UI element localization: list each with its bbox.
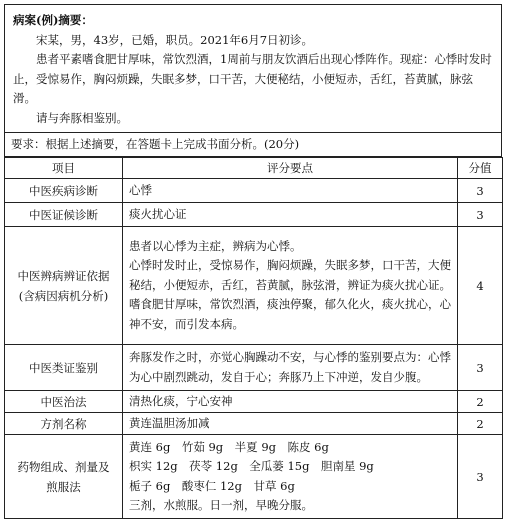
- case-summary: [4, 4, 502, 132]
- row-score: 4: [458, 227, 503, 345]
- row-points: 心悸: [123, 179, 458, 203]
- row-score: 3: [458, 179, 503, 203]
- requirement: 要求：根据上述摘要，在答题卡上完成书面分析。(20分): [4, 132, 502, 157]
- row-points: 患者以心悸为主症，辨病为心悸。 心悸时发时止，受惊易作，胸闷烦躁，失眠多梦，口干苦，大便秘结，小便短赤，舌红，苔黄腻，脉弦滑，辨证为痰火扰心证。 嗜食肥甘厚味，常饮烈酒，痰浊停聚，郁久化火，痰火扰心，心神不安，而引发本病。: [123, 227, 458, 345]
- header-item: 项目: [5, 158, 123, 179]
- table-row: [5, 413, 503, 435]
- row-points: 奔豚发作之时，亦觉心胸躁动不安，与心悸的鉴别要点为：心悸为心中剧烈跳动，发自于心；奔豚乃上下冲逆，发自少腹。: [123, 345, 458, 391]
- exam-page: [4, 4, 502, 519]
- row-points: 黄连温胆汤加减: [123, 413, 458, 435]
- row-score: 3: [458, 203, 503, 227]
- row-points: 黄连 6g 竹茹 9g 半夏 9g 陈皮 6g 枳实 12g 茯苓 12g 全瓜蒌 15g 胆南星 9g 栀子 6g 酸枣仁 12g 甘草 6g 三剂，水煎服。日一剂，早晚分服。: [123, 435, 458, 519]
- case-title: 病案(例)摘要：: [13, 13, 93, 27]
- row-points: 痰火扰心证: [123, 203, 458, 227]
- row-points: 清热化痰，宁心安神: [123, 391, 458, 413]
- case-line-symptoms: 患者平素嗜食肥甘厚味，常饮烈酒，1周前与朋友饮酒后出现心悸阵作。现症：心悸时发时止，受惊易作，胸闷烦躁，失眠多梦，口干苦，大便秘结，小便短赤，舌红，苔黄腻，脉弦滑。: [13, 52, 492, 105]
- row-item: 中医类证鉴别: [5, 345, 123, 391]
- table-row: [5, 345, 503, 391]
- row-score: 3: [458, 435, 503, 519]
- scoring-table: [4, 157, 503, 519]
- row-item: 中医疾病诊断: [5, 179, 123, 203]
- row-item: 方剂名称: [5, 413, 123, 435]
- row-item: 中医辨病辨证依据 (含病因病机分析): [5, 227, 123, 345]
- header-score: 分值: [458, 158, 503, 179]
- row-score: 2: [458, 391, 503, 413]
- table-row: [5, 435, 503, 519]
- row-item: 中医治法: [5, 391, 123, 413]
- table-row: [5, 227, 503, 345]
- table-row: [5, 391, 503, 413]
- row-item: 药物组成、剂量及 煎服法: [5, 435, 123, 519]
- row-score: 3: [458, 345, 503, 391]
- table-row: [5, 179, 503, 203]
- case-line-task: 请与奔豚相鉴别。: [36, 110, 128, 125]
- row-item: 中医证候诊断: [5, 203, 123, 227]
- table-row: [5, 203, 503, 227]
- row-score: 2: [458, 413, 503, 435]
- table-header-row: [5, 158, 503, 179]
- case-line-patient: 宋某，男，43岁，已婚，职员。2021年6月7日初诊。: [36, 32, 314, 47]
- header-points: 评分要点: [123, 158, 458, 179]
